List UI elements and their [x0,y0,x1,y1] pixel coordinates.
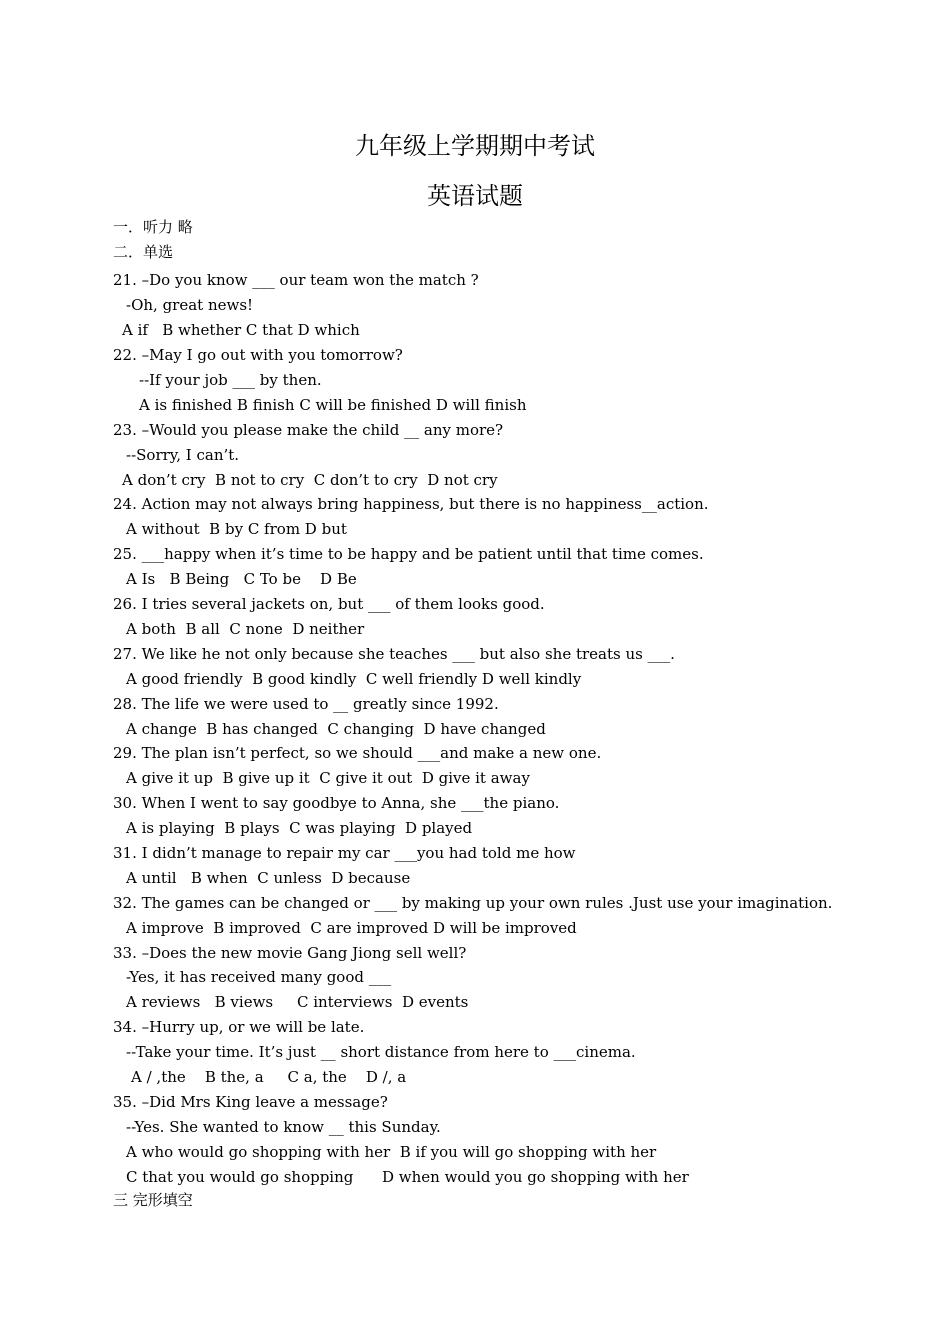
answer-options: A change B has changed C changing D have changed [126,720,546,738]
answer-options: A give it up B give up it C give it out D give it away [126,769,530,787]
question-line: 22. –May I go out with you tomorrow? [113,346,403,364]
question-line: --Take your time. It’s just __ short distance from here to ___cinema. [126,1043,636,1061]
answer-options: A is playing B plays C was playing D played [126,819,473,837]
question-line: 25. ___happy when it’s time to be happy and be patient until that time comes. [113,545,704,563]
answer-options: A is finished B finish C will be finished D will finish [139,396,527,414]
answer-options: C that you would go shopping D when would you go shopping with her [126,1168,689,1186]
question-line: -Yes, it has received many good ___ [126,968,392,986]
exam-subtitle: 英语试题 [427,182,523,210]
answer-options: A reviews B views C interviews D events [126,993,469,1011]
question-line: 27. We like he not only because she teaches ___ but also she treats us ___. [113,645,675,663]
answer-options: A if B whether C that D which [122,321,360,339]
question-line: 29. The plan isn’t perfect, so we should ___and make a new one. [113,744,602,762]
question-line: --Sorry, I can’t. [126,446,240,464]
answer-options: A who would go shopping with her B if you will go shopping with her [126,1143,657,1161]
answer-options: A good friendly B good kindly C well friendly D well kindly [126,670,582,688]
question-line: -Oh, great news! [126,296,254,314]
question-line: 34. –Hurry up, or we will be late. [113,1018,365,1036]
answer-options: A until B when C unless D because [126,869,411,887]
answer-options: A Is B Being C To be D Be [126,570,357,588]
question-line: 23. –Would you please make the child __ any more? [113,421,504,439]
answer-options: A / ,the B the, a C a, the D /, a [131,1068,407,1086]
question-line: --Yes. She wanted to know __ this Sunday. [126,1118,441,1136]
question-line: 21. –Do you know ___ our team won the match ? [113,271,479,289]
answer-options: A don’t cry B not to cry C don’t to cry D not cry [122,471,498,489]
question-line: 24. Action may not always bring happiness, but there is no happiness__action. [113,495,709,513]
exam-title: 九年级上学期期中考试 [355,132,595,160]
question-line: 28. The life we were used to __ greatly since 1992. [113,695,499,713]
section-heading: 一．听力 略 [113,218,193,236]
question-line: 35. –Did Mrs King leave a message? [113,1093,388,1111]
question-line: 32. The games can be changed or ___ by making up your own rules .Just use your imagination. [113,894,833,912]
section-heading: 二．单选 [113,243,174,261]
question-line: 31. I didn’t manage to repair my car ___you had told me how [113,844,576,862]
question-line: 30. When I went to say goodbye to Anna, she ___the piano. [113,794,560,812]
answer-options: A both B all C none D neither [126,620,365,638]
answer-options: A without B by C from D but [126,520,347,538]
question-line: --If your job ___ by then. [139,371,322,389]
answer-options: A improve B improved C are improved D will be improved [126,919,577,937]
section-heading: 三 完形填空 [113,1191,193,1209]
question-line: 33. –Does the new movie Gang Jiong sell well? [113,944,467,962]
question-line: 26. I tries several jackets on, but ___ of them looks good. [113,595,545,613]
